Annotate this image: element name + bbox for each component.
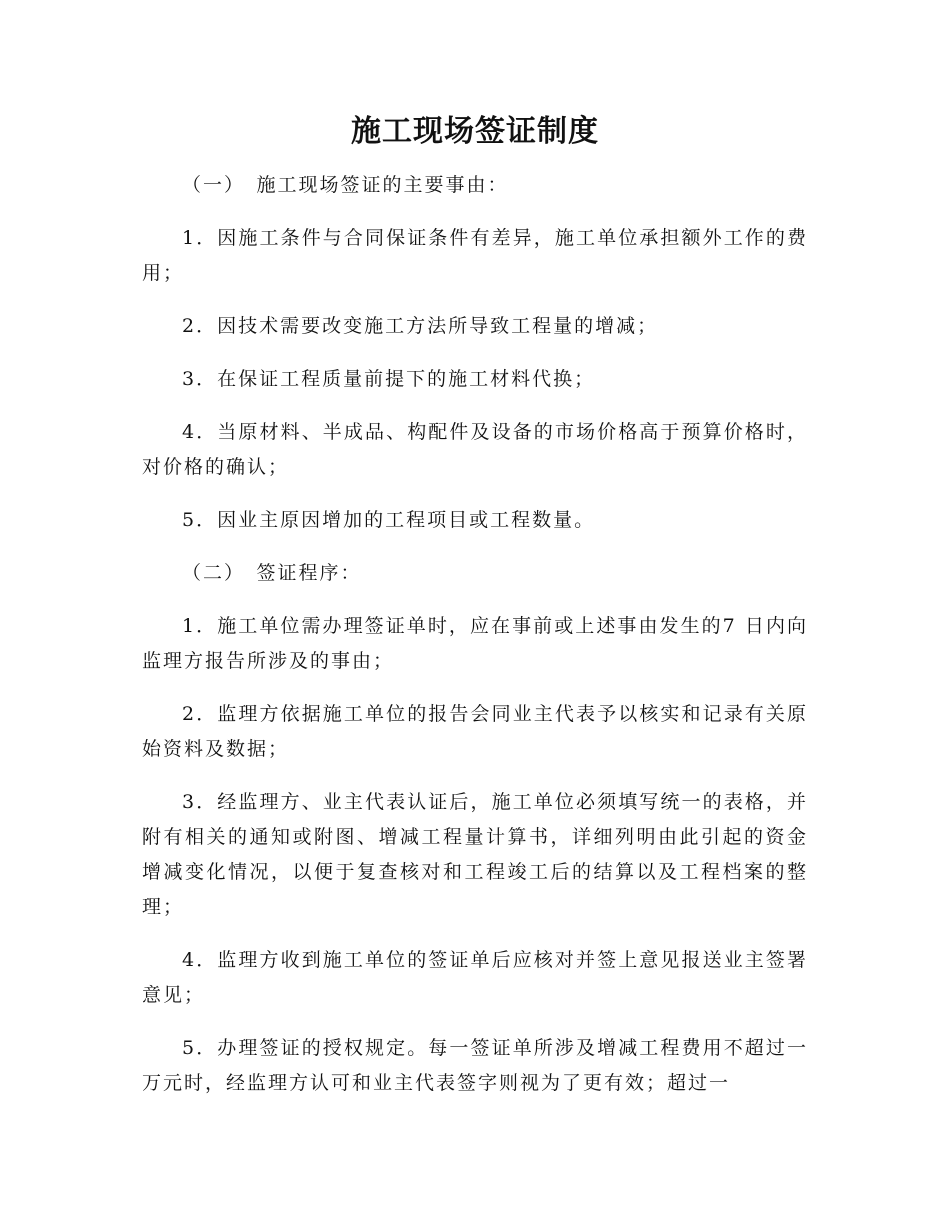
paragraph-item: 2．监理方依据施工单位的报告会同业主代表予以核实和记录有关原始资料及数据；	[142, 703, 808, 760]
section-heading-2: （二） 签证程序：	[182, 562, 362, 584]
document-title: 施工现场签证制度	[351, 114, 599, 149]
section-heading-1: （一） 施工现场签证的主要事由：	[182, 174, 509, 196]
paragraph-item: 5．因业主原因增加的工程项目或工程数量。	[182, 509, 596, 531]
paragraph-item: 1．施工单位需办理签证单时，应在事前或上述事由发生的7 日内向监理方报告所涉及的事由；	[142, 615, 808, 672]
paragraph-item: 4．当原材料、半成品、构配件及设备的市场价格高于预算价格时，对价格的确认；	[142, 421, 808, 478]
paragraph-item: 2．因技术需要改变施工方法所导致工程量的增减；	[182, 315, 659, 337]
document-body	[142, 168, 808, 1101]
paragraph-item: 4．监理方收到施工单位的签证单后应核对并签上意见报送业主签署意见；	[142, 949, 808, 1006]
paragraph-item: 3．在保证工程质量前提下的施工材料代换；	[182, 368, 596, 390]
paragraph-item: 1．因施工条件与合同保证条件有差异，施工单位承担额外工作的费用；	[142, 227, 808, 284]
paragraph-item: 3．经监理方、业主代表认证后，施工单位必须填写统一的表格，并附有相关的通知或附图、增减工程量计算书，详细列明由此引起的资金增减变化情况，以便于复查核对和工程竣工后的结算以及工程档案的整理；	[142, 791, 808, 918]
paragraph-item: 5．办理签证的授权规定。每一签证单所涉及增减工程费用不超过一万元时，经监理方认可和业主代表签字则视为了更有效；超过一	[142, 1037, 808, 1094]
